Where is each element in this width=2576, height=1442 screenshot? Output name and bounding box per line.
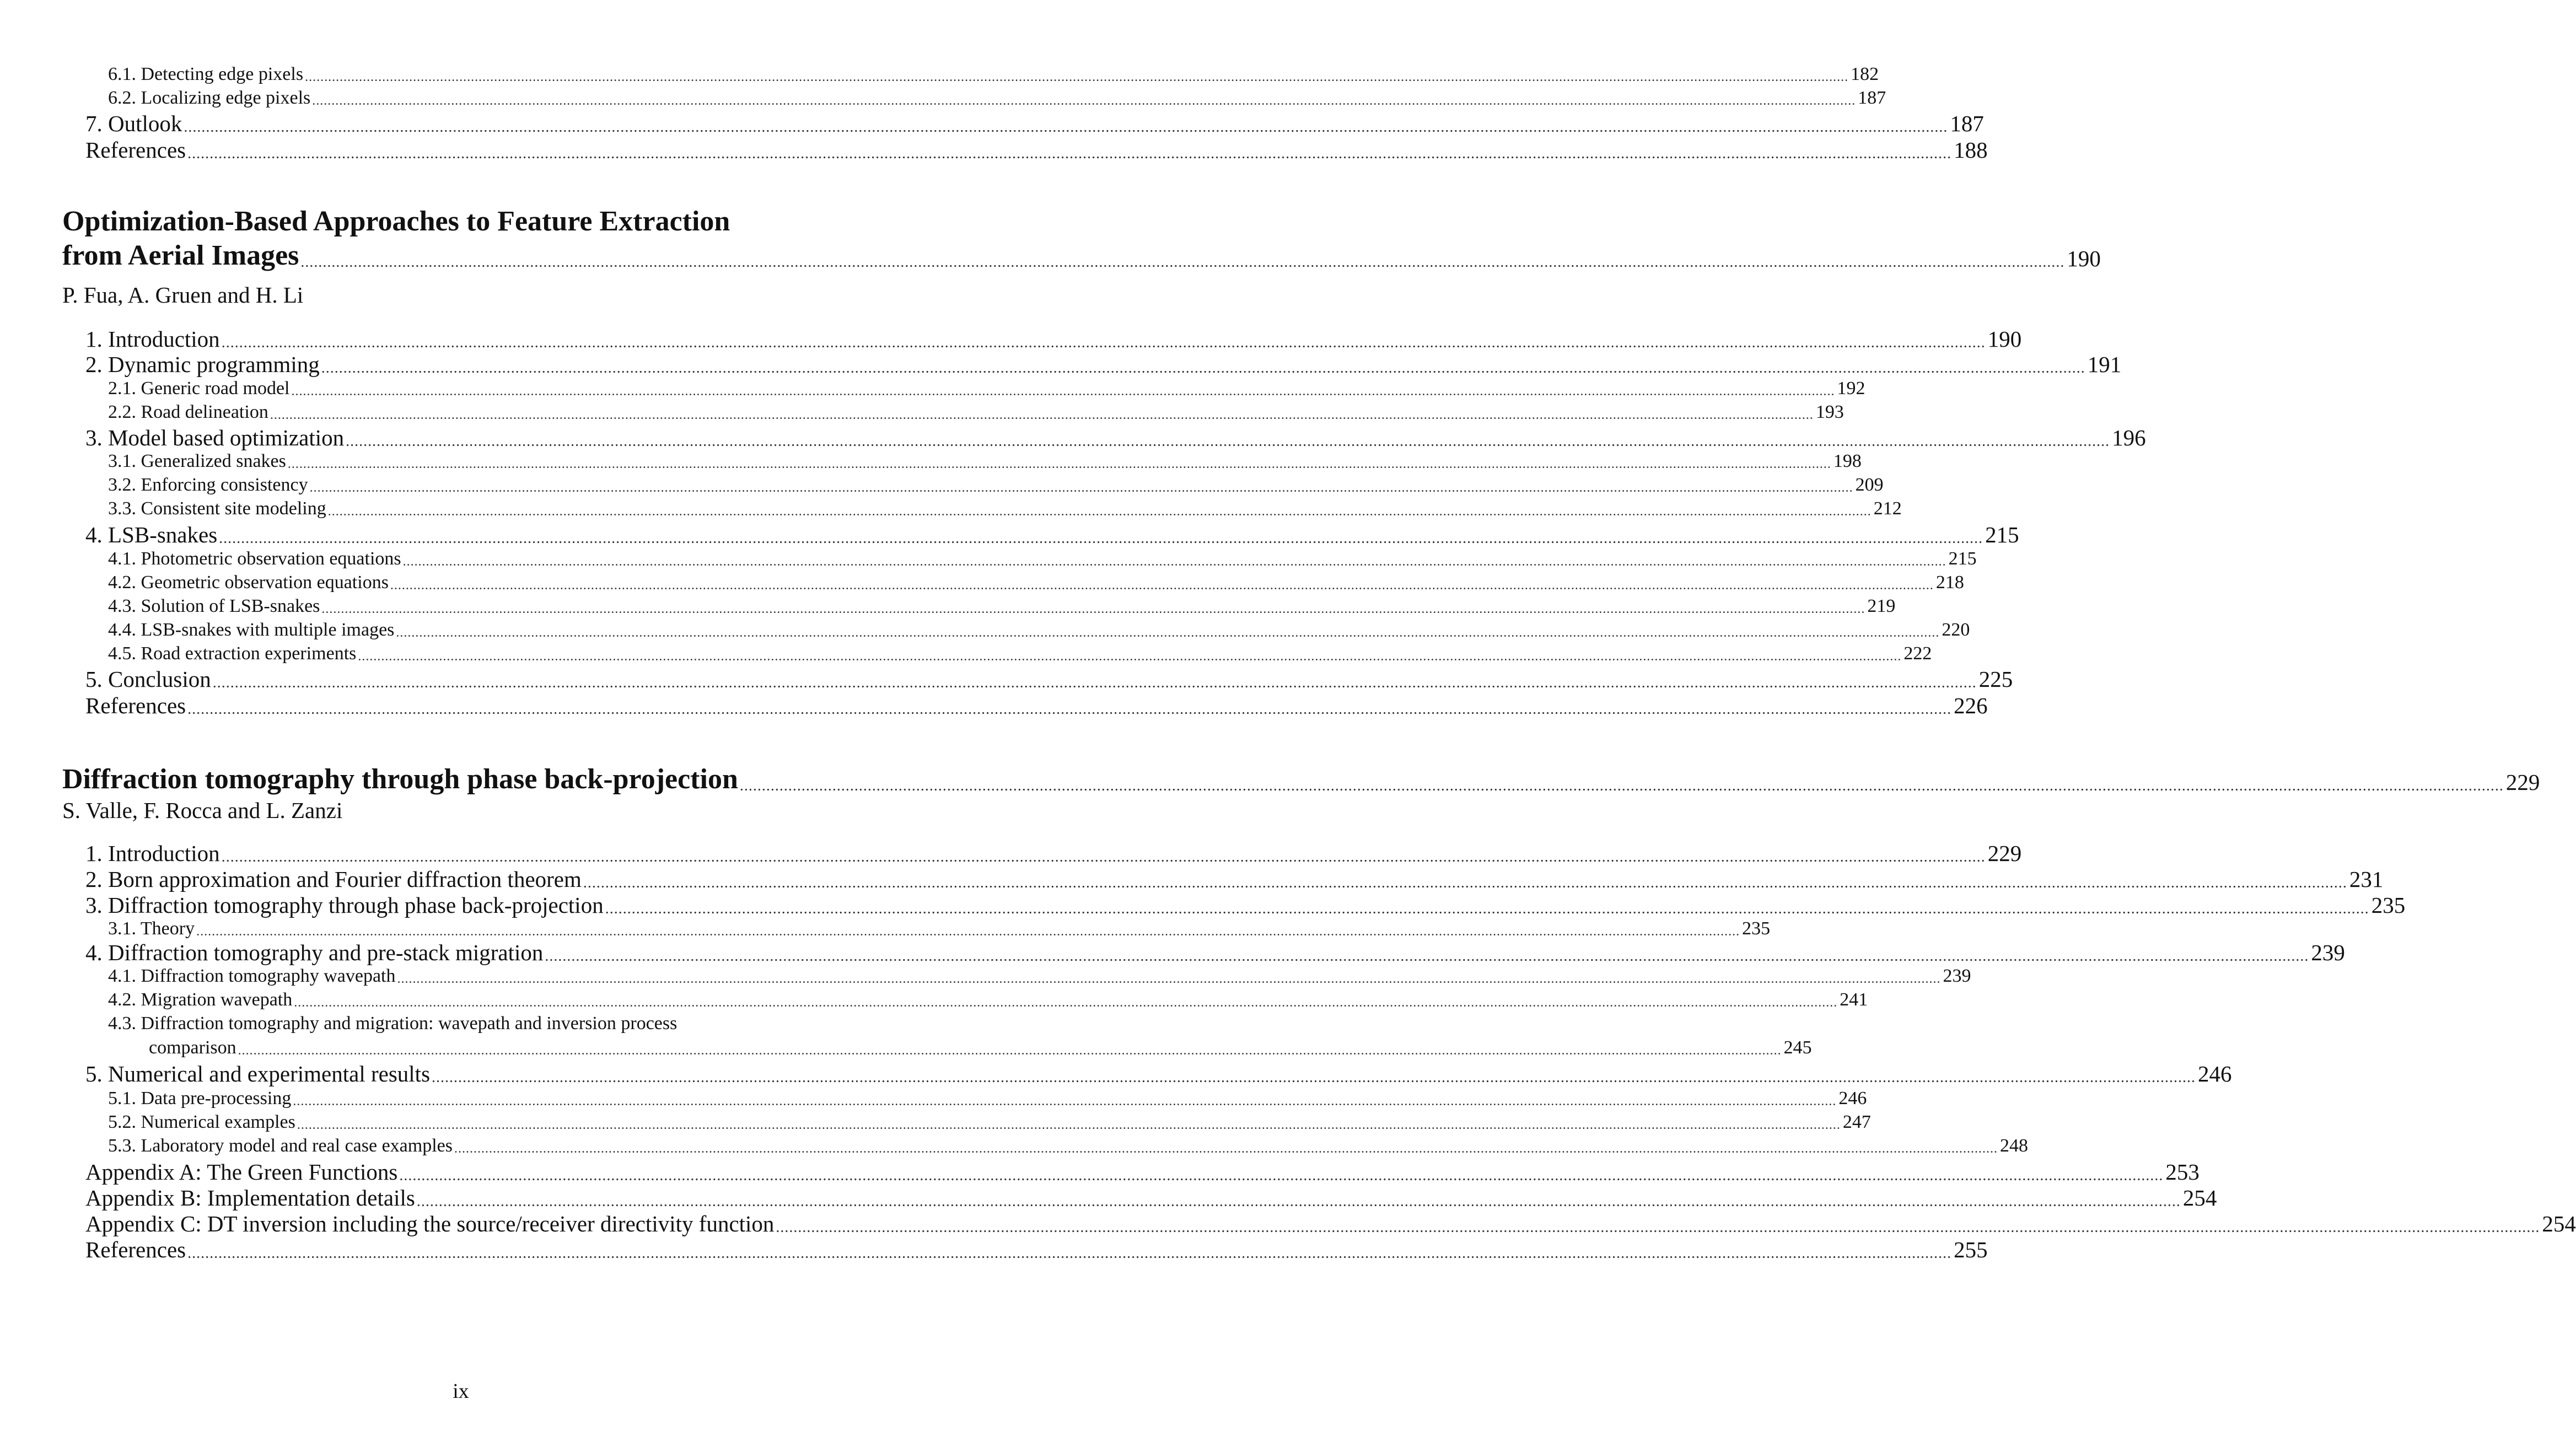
toc-entry-page: 239 bbox=[2311, 940, 2345, 965]
toc-entry bbox=[108, 64, 1879, 84]
chapter-title: Optimization-Based Approaches to Feature Extraction bbox=[62, 206, 730, 237]
leader-dots: ................................................................................................................................................................................................................................................................................................................................................................................................................ bbox=[221, 334, 1986, 351]
toc-entry-label: comparison bbox=[149, 1037, 236, 1058]
toc-entry-label: 5.2. Numerical examples bbox=[108, 1112, 295, 1132]
toc-entry-label: 4.3. Diffraction tomography and migration: wavepath and inversion process bbox=[108, 1013, 677, 1034]
toc-entry-label: 3.1. Generalized snakes bbox=[108, 451, 286, 471]
leader-dots: ................................................................................................................................................................................................................................................................................................................................................................................................................ bbox=[583, 874, 2347, 891]
toc-entry bbox=[85, 1159, 2199, 1185]
leader-dots: ................................................................................................................................................................................................................................................................................................................................................................................................................ bbox=[212, 674, 1977, 691]
toc-entry-label: Appendix A: The Green Functions bbox=[85, 1159, 398, 1185]
toc-entry-label: 5. Conclusion bbox=[85, 666, 211, 692]
toc-entry-label: 4.1. Photometric observation equations bbox=[108, 548, 401, 569]
toc-entry-page: 231 bbox=[2349, 867, 2384, 892]
toc-entry-page: 239 bbox=[1943, 966, 1971, 986]
toc-entry-label: 1. Introduction bbox=[85, 841, 220, 866]
toc-entry bbox=[108, 402, 1844, 422]
toc-entry-label: 3. Model based optimization bbox=[85, 425, 345, 450]
toc-entry-label: 4.3. Solution of LSB-snakes bbox=[108, 596, 320, 616]
toc-entry bbox=[108, 643, 1932, 664]
chapter-authors: P. Fua, A. Gruen and H. Li bbox=[62, 282, 304, 308]
page-number: ix bbox=[453, 1380, 469, 1403]
toc-entry-page: 254 bbox=[2182, 1185, 2217, 1210]
toc-entry-label: 6.1. Detecting edge pixels bbox=[108, 64, 304, 84]
leader-dots: ................................................................................................................................................................................................................................................................................................................................................................................................................ bbox=[321, 359, 2085, 376]
toc-entry bbox=[85, 666, 2013, 692]
toc-entry-page: 235 bbox=[1742, 918, 1771, 939]
toc-entry-page: 219 bbox=[1867, 596, 1896, 616]
leader-dots: ................................................................................................................................................................................................................................................................................................................................................................................................................ bbox=[187, 145, 1952, 162]
leader-dots: ................................................................................................................................................................................................................................................................................................................................................................................................................ bbox=[399, 1167, 2164, 1184]
leader-dots: ................................................................................................................................................................................................................................................................................................................................................................................................................ bbox=[270, 408, 1814, 422]
toc-entry bbox=[85, 841, 2022, 866]
toc-entry-page: 220 bbox=[1942, 620, 1970, 640]
leader-dots: ................................................................................................................................................................................................................................................................................................................................................................................................................ bbox=[396, 626, 1940, 640]
leader-dots: ................................................................................................................................................................................................................................................................................................................................................................................................................ bbox=[294, 996, 1838, 1010]
toc-entry bbox=[85, 137, 1988, 163]
toc-entry bbox=[108, 966, 1971, 986]
toc-entry-page: 187 bbox=[1950, 111, 1984, 136]
toc-entry-label: 2.2. Road delineation bbox=[108, 402, 268, 422]
toc-entry-page: 188 bbox=[1954, 137, 1988, 163]
leader-dots: ................................................................................................................................................................................................................................................................................................................................................................................................................ bbox=[454, 1142, 1998, 1156]
leader-dots: ................................................................................................................................................................................................................................................................................................................................................................................................................ bbox=[432, 1069, 2196, 1086]
chapter-title: from Aerial Images bbox=[62, 240, 299, 271]
toc-entry bbox=[85, 940, 2345, 965]
toc-entry-label: 6.2. Localizing edge pixels bbox=[108, 88, 311, 108]
toc-entry-page: 215 bbox=[1985, 522, 2019, 547]
toc-entry bbox=[85, 352, 2122, 377]
toc-entry-page: 254 bbox=[2542, 1211, 2576, 1236]
toc-entry-page: 212 bbox=[1873, 498, 1902, 519]
toc-entry bbox=[108, 572, 1964, 593]
leader-dots: ................................................................................................................................................................................................................................................................................................................................................................................................................ bbox=[221, 848, 1986, 865]
toc-entry bbox=[108, 1112, 1871, 1132]
toc-entry bbox=[108, 475, 1884, 495]
leader-dots: ................................................................................................................................................................................................................................................................................................................................................................................................................ bbox=[238, 1043, 1782, 1058]
toc-entry-label: References bbox=[85, 693, 186, 718]
toc-entry-page: 225 bbox=[1978, 666, 2013, 692]
toc-entry bbox=[108, 1088, 1867, 1109]
leader-dots: ................................................................................................................................................................................................................................................................................................................................................................................................................ bbox=[321, 602, 1865, 616]
leader-dots: ................................................................................................................................................................................................................................................................................................................................................................................................................ bbox=[309, 481, 1853, 495]
toc-entry-label: 7. Outlook bbox=[85, 111, 182, 136]
toc-entry-page: 248 bbox=[1999, 1136, 2028, 1156]
leader-dots: ................................................................................................................................................................................................................................................................................................................................................................................................................ bbox=[358, 649, 1902, 664]
chapter-authors: S. Valle, F. Rocca and L. Zanzi bbox=[62, 798, 343, 823]
leader-dots: ................................................................................................................................................................................................................................................................................................................................................................................................................ bbox=[196, 924, 1740, 939]
leader-dots: ................................................................................................................................................................................................................................................................................................................................................................................................................ bbox=[327, 504, 1872, 519]
toc-entry-page: 190 bbox=[1987, 326, 2022, 352]
toc-entry-page: 193 bbox=[1815, 402, 1844, 422]
toc-entry-label: 5. Numerical and experimental results bbox=[85, 1061, 431, 1086]
chapter-page: 229 bbox=[2505, 770, 2540, 795]
toc-entry-label: 3.2. Enforcing consistency bbox=[108, 475, 308, 495]
toc-entry-page: 209 bbox=[1855, 475, 1884, 495]
toc-entry-label: 4.2. Migration wavepath bbox=[108, 989, 293, 1010]
toc-entry-page: 245 bbox=[1783, 1037, 1812, 1058]
toc-entry-page: 226 bbox=[1954, 693, 1988, 718]
toc-entry-label: Appendix B: Implementation details bbox=[85, 1185, 415, 1210]
toc-entry-page: 247 bbox=[1842, 1112, 1871, 1132]
toc-entry bbox=[85, 1237, 1988, 1262]
leader-dots: ................................................................................................................................................................................................................................................................................................................................................................................................................ bbox=[390, 578, 1934, 593]
toc-entry-label: 4.2. Geometric observation equations bbox=[108, 572, 389, 593]
toc-entry bbox=[85, 892, 2406, 918]
chapter-page: 190 bbox=[2067, 246, 2101, 271]
leader-dots: ................................................................................................................................................................................................................................................................................................................................................................................................................ bbox=[312, 94, 1856, 108]
toc-entry-page: 253 bbox=[2165, 1159, 2199, 1185]
toc-entry-label: 1. Introduction bbox=[85, 326, 220, 352]
leader-dots: ................................................................................................................................................................................................................................................................................................................................................................................................................ bbox=[297, 1118, 1841, 1132]
toc-entry bbox=[108, 596, 1896, 616]
toc-entry bbox=[108, 548, 1977, 569]
toc-entry-page: 218 bbox=[1935, 572, 1964, 593]
chapter-title-line bbox=[62, 240, 2101, 271]
chapter-title-line bbox=[62, 763, 2540, 795]
toc-entry bbox=[85, 693, 1988, 718]
leader-dots: ................................................................................................................................................................................................................................................................................................................................................................................................................ bbox=[291, 384, 1835, 399]
toc-entry-page: 222 bbox=[1903, 643, 1932, 664]
toc-entry-page: 241 bbox=[1840, 989, 1868, 1010]
toc-entry bbox=[108, 88, 1886, 108]
toc-entry bbox=[108, 498, 1902, 519]
toc-entry bbox=[85, 1061, 2232, 1086]
toc-entry-page: 196 bbox=[2112, 425, 2146, 450]
toc-entry-label: References bbox=[85, 1237, 186, 1262]
toc-entry-page: 192 bbox=[1837, 378, 1865, 399]
leader-dots: ................................................................................................................................................................................................................................................................................................................................................................................................................ bbox=[402, 555, 1946, 569]
toc-entry bbox=[85, 425, 2146, 450]
toc-entry bbox=[108, 989, 1868, 1010]
toc-entry-label: 4.1. Diffraction tomography wavepath bbox=[108, 966, 396, 986]
toc-entry bbox=[108, 451, 1862, 471]
toc-entry bbox=[85, 1185, 2217, 1210]
leader-dots: ................................................................................................................................................................................................................................................................................................................................................................................................................ bbox=[300, 254, 2065, 271]
leader-dots: ................................................................................................................................................................................................................................................................................................................................................................................................................ bbox=[397, 972, 1941, 986]
toc-entry bbox=[85, 1211, 2576, 1236]
toc-entry-page: 246 bbox=[2198, 1061, 2232, 1086]
toc-entry bbox=[85, 326, 2022, 352]
leader-dots: ................................................................................................................................................................................................................................................................................................................................................................................................................ bbox=[416, 1193, 2181, 1210]
toc-entry-label: 4. LSB-snakes bbox=[85, 522, 218, 547]
toc-entry bbox=[108, 918, 1771, 939]
toc-entry-page: 182 bbox=[1851, 64, 1879, 84]
leader-dots: ................................................................................................................................................................................................................................................................................................................................................................................................................ bbox=[346, 433, 2110, 450]
toc-entry bbox=[108, 620, 1970, 640]
toc-entry-page: 235 bbox=[2371, 892, 2406, 918]
toc-entry-page: 246 bbox=[1838, 1088, 1867, 1109]
toc-entry bbox=[108, 1014, 857, 1033]
toc-entry bbox=[85, 867, 2384, 892]
leader-dots: ................................................................................................................................................................................................................................................................................................................................................................................................................ bbox=[187, 701, 1952, 718]
toc-entry-label: 2. Dynamic programming bbox=[85, 352, 320, 377]
chapter-title: Diffraction tomography through phase back-projection bbox=[62, 763, 738, 795]
toc-entry-continued bbox=[149, 1037, 1812, 1058]
toc-entry-page: 187 bbox=[1858, 88, 1886, 108]
toc-entry-label: 2.1. Generic road model bbox=[108, 378, 290, 399]
leader-dots: ................................................................................................................................................................................................................................................................................................................................................................................................................ bbox=[184, 119, 1948, 136]
toc-entry-label: 5.1. Data pre-processing bbox=[108, 1088, 292, 1109]
toc-entry bbox=[108, 378, 1865, 399]
toc-entry-page: 198 bbox=[1833, 451, 1862, 471]
toc-entry-label: 3. Diffraction tomography through phase back-projection bbox=[85, 892, 604, 918]
leader-dots: ................................................................................................................................................................................................................................................................................................................................................................................................................ bbox=[605, 900, 2369, 917]
leader-dots: ................................................................................................................................................................................................................................................................................................................................................................................................................ bbox=[305, 70, 1849, 84]
toc-entry-label: Appendix C: DT inversion including the source/receiver directivity function bbox=[85, 1211, 775, 1236]
toc-entry-label: 3.1. Theory bbox=[108, 918, 195, 939]
toc-entry-label: 5.3. Laboratory model and real case examples bbox=[108, 1136, 453, 1156]
toc-entry-page: 191 bbox=[2087, 352, 2122, 377]
toc-entry-label: 4.5. Road extraction experiments bbox=[108, 643, 357, 664]
toc-entry bbox=[85, 111, 1984, 136]
toc-entry-label: 2. Born approximation and Fourier diffraction theorem bbox=[85, 867, 582, 892]
toc-entry-label: References bbox=[85, 137, 186, 163]
leader-dots: ................................................................................................................................................................................................................................................................................................................................................................................................................ bbox=[293, 1094, 1837, 1109]
leader-dots: ................................................................................................................................................................................................................................................................................................................................................................................................................ bbox=[287, 457, 1831, 471]
toc-entry-label: 3.3. Consistent site modeling bbox=[108, 498, 326, 519]
toc-entry-page: 229 bbox=[1987, 841, 2022, 866]
leader-dots: ................................................................................................................................................................................................................................................................................................................................................................................................................ bbox=[187, 1245, 1952, 1262]
leader-dots: ................................................................................................................................................................................................................................................................................................................................................................................................................ bbox=[739, 777, 2504, 794]
toc-entry bbox=[108, 1136, 2028, 1156]
leader-dots: ................................................................................................................................................................................................................................................................................................................................................................................................................ bbox=[776, 1219, 2540, 1236]
leader-dots: ................................................................................................................................................................................................................................................................................................................................................................................................................ bbox=[545, 948, 2309, 965]
toc-entry-label: 4. Diffraction tomography and pre-stack migration bbox=[85, 940, 544, 965]
toc-entry-page: 215 bbox=[1948, 548, 1977, 569]
leader-dots: ................................................................................................................................................................................................................................................................................................................................................................................................................ bbox=[219, 530, 1983, 547]
toc-entry bbox=[85, 522, 2019, 547]
toc-entry-label: 4.4. LSB-snakes with multiple images bbox=[108, 620, 395, 640]
toc-entry-page: 255 bbox=[1954, 1237, 1988, 1262]
